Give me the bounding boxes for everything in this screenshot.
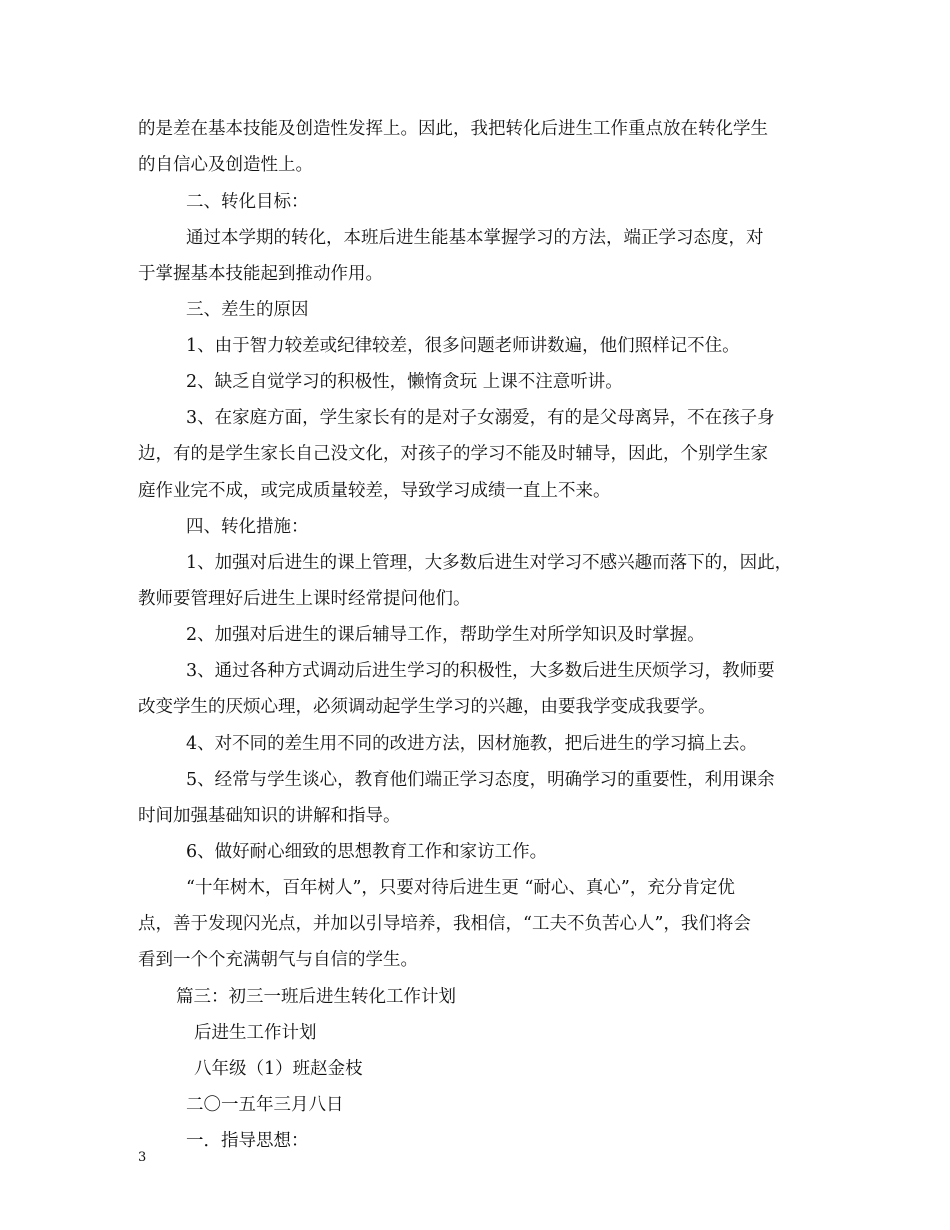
text-line: 改变学生的厌烦心理，必须调动起学生学习的兴趣，由要我学变成我要学。 (138, 697, 716, 717)
section-heading: 三、差生的原因 (186, 300, 309, 320)
section-heading: 二、转化目标： (186, 192, 309, 212)
date-line: 二〇一五年三月八日 (186, 1095, 344, 1115)
text-line: 边，有的是学生家长自己没文化，对孩子的学习不能及时辅导，因此，个别学生家 (138, 444, 768, 464)
author-line: 八年级（1）班赵金枝 (194, 1059, 363, 1079)
text-line: 的自信心及创造性上。 (138, 155, 313, 175)
text-line: 3、在家庭方面，学生家长有的是对子女溺爱，有的是父母离异，不在孩子身 (186, 408, 775, 428)
text-line: 6、做好耐心细致的思想教育工作和家访工作。 (186, 842, 548, 862)
text-line: 1、加强对后进生的课上管理，大多数后进生对学习不感兴趣而落下的，因此， (186, 553, 793, 573)
text-line: 看到一个个充满朝气与自信的学生。 (138, 950, 418, 970)
section-heading: 一．指导思想： (186, 1131, 309, 1151)
page-number: 3 (138, 1150, 147, 1165)
text-line: 点，善于发现闪光点，并加以引导培养，我相信，“工夫不负苦心人”，我们将会 (138, 914, 751, 934)
text-line: 5、经常与学生谈心，教育他们端正学习态度，明确学习的重要性，利用课余 (186, 770, 775, 790)
text-line: “十年树木，百年树人”，只要对待后进生更 “耐心、真心”，充分肯定优 (186, 878, 735, 898)
text-line: 时间加强基础知识的讲解和指导。 (138, 806, 401, 826)
text-line: 2、加强对后进生的课后辅导工作，帮助学生对所学知识及时掌握。 (186, 625, 705, 645)
text-line: 教师要管理好后进生上课时经常提问他们。 (138, 589, 471, 609)
text-line: 通过本学期的转化，本班后进生能基本掌握学习的方法，端正学习态度，对 (186, 228, 764, 248)
section-heading: 四、转化措施： (186, 517, 309, 537)
text-line: 于掌握基本技能起到推动作用。 (138, 264, 383, 284)
text-line: 3、通过各种方式调动后进生学习的积极性，大多数后进生厌烦学习，教师要 (186, 661, 775, 681)
text-line: 庭作业完不成，或完成质量较差，导致学习成绩一直上不来。 (138, 481, 611, 501)
text-line: 4、对不同的差生用不同的改进方法，因材施教，把后进生的学习搞上去。 (186, 734, 758, 754)
document-title: 后进生工作计划 (194, 1023, 317, 1043)
text-line: 2、缺乏自觉学习的积极性，懒惰贪玩 上课不注意听讲。 (186, 372, 623, 392)
text-line: 1、由于智力较差或纪律较差，很多问题老师讲数遍，他们照样记不住。 (186, 336, 740, 356)
section-heading: 篇三：初三一班后进生转化工作计划 (176, 987, 456, 1007)
text-line: 的是差在基本技能及创造性发挥上。因此，我把转化后进生工作重点放在转化学生 (138, 119, 768, 139)
